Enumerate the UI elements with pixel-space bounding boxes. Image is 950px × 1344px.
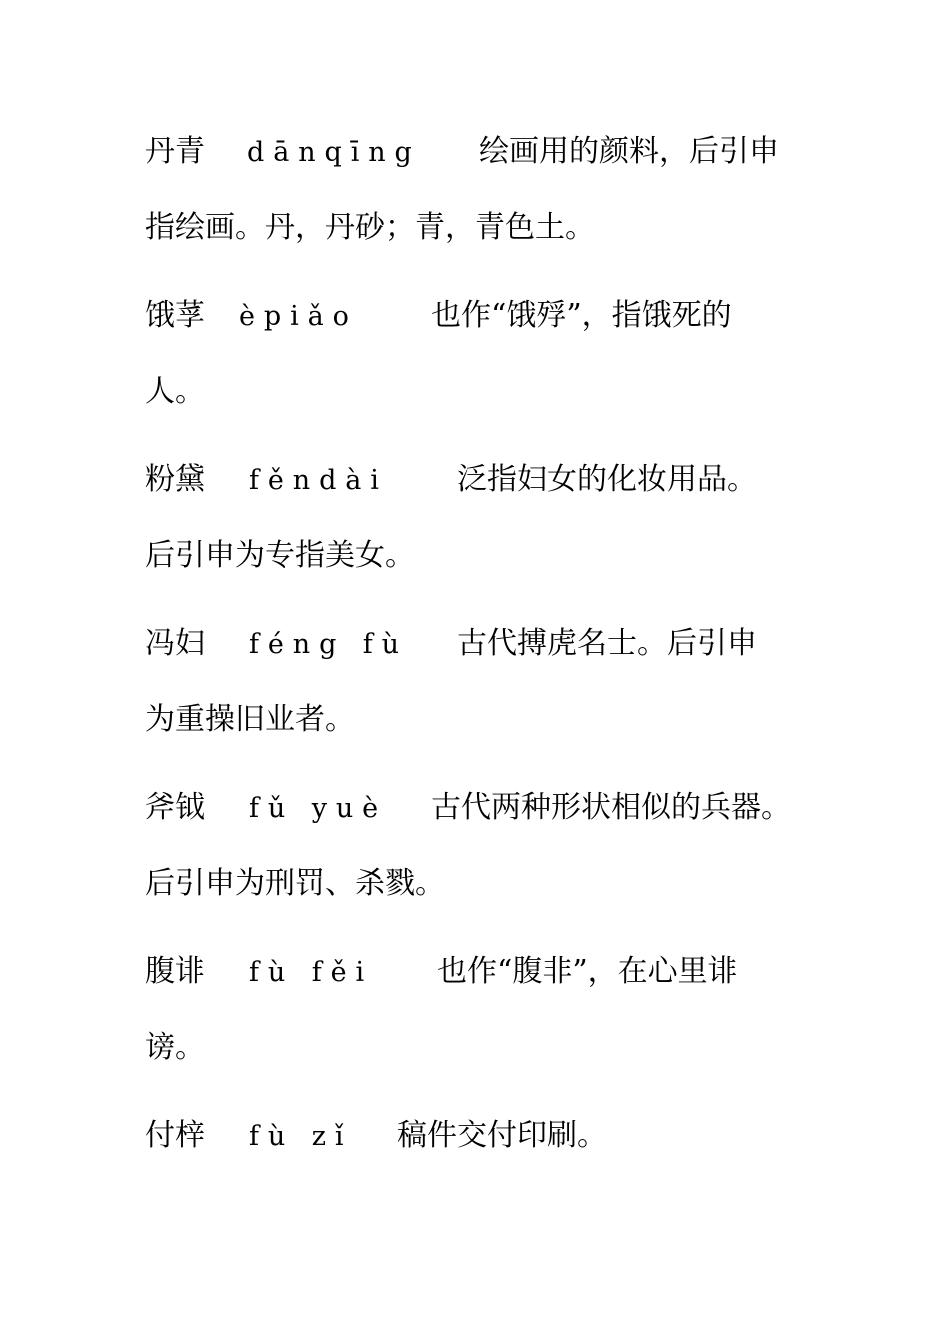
entry-definition: 后引申为刑罚、杀戮。	[145, 866, 445, 901]
entry-definition: 人。	[145, 374, 205, 409]
entry-pinyin: fù zǐ	[249, 1121, 353, 1152]
entry-line	[145, 292, 825, 340]
entry-term: 付梓	[145, 1118, 205, 1153]
entry-pinyin: èpiǎo	[239, 301, 358, 332]
entry-definition: 为重操旧业者。	[145, 702, 355, 737]
entry-line	[145, 948, 825, 996]
entry-definition: 也作“腹非”，在心里诽	[437, 954, 738, 989]
entry-term: 腹诽	[145, 954, 205, 989]
entry-line	[145, 620, 825, 668]
entry-definition: 古代两种形状相似的兵器。	[431, 790, 791, 825]
entry-pinyin: dānqīng	[247, 137, 421, 168]
entry-line	[145, 456, 825, 504]
entry-definition: 泛指妇女的化妆用品。	[457, 462, 757, 497]
entry-term: 粉黛	[145, 462, 205, 497]
entry-definition: 也作“饿殍”，指饿死的	[431, 298, 732, 333]
entry-pinyin: fěndài	[249, 465, 388, 496]
entry-definition: 后引申为专指美女。	[145, 538, 415, 573]
entry-definition: 绘画用的颜料，后引申	[479, 134, 779, 169]
entry-term: 饿莩	[145, 298, 205, 333]
entry-term: 斧钺	[145, 790, 205, 825]
entry-pinyin: fù fěi	[249, 957, 374, 988]
entry-continuation	[145, 696, 825, 744]
entry-definition: 古代搏虎名士。后引申	[457, 626, 757, 661]
entry-continuation	[145, 368, 825, 416]
entry-definition: 谤。	[145, 1030, 205, 1065]
entry-line	[145, 1112, 825, 1160]
entry-term: 丹青	[145, 134, 205, 169]
entry-continuation	[145, 860, 825, 908]
entry-definition: 指绘画。丹，丹砂；青，青色土。	[145, 210, 595, 245]
entry-line	[145, 128, 825, 176]
entry-pinyin: féng fù	[249, 629, 408, 660]
entry-continuation	[145, 204, 825, 252]
entry-line	[145, 784, 825, 832]
entry-definition: 稿件交付印刷。	[397, 1118, 607, 1153]
entry-term: 冯妇	[145, 626, 205, 661]
entry-pinyin: fǔ yuè	[249, 793, 388, 824]
entry-continuation	[145, 532, 825, 580]
entry-continuation	[145, 1024, 825, 1072]
